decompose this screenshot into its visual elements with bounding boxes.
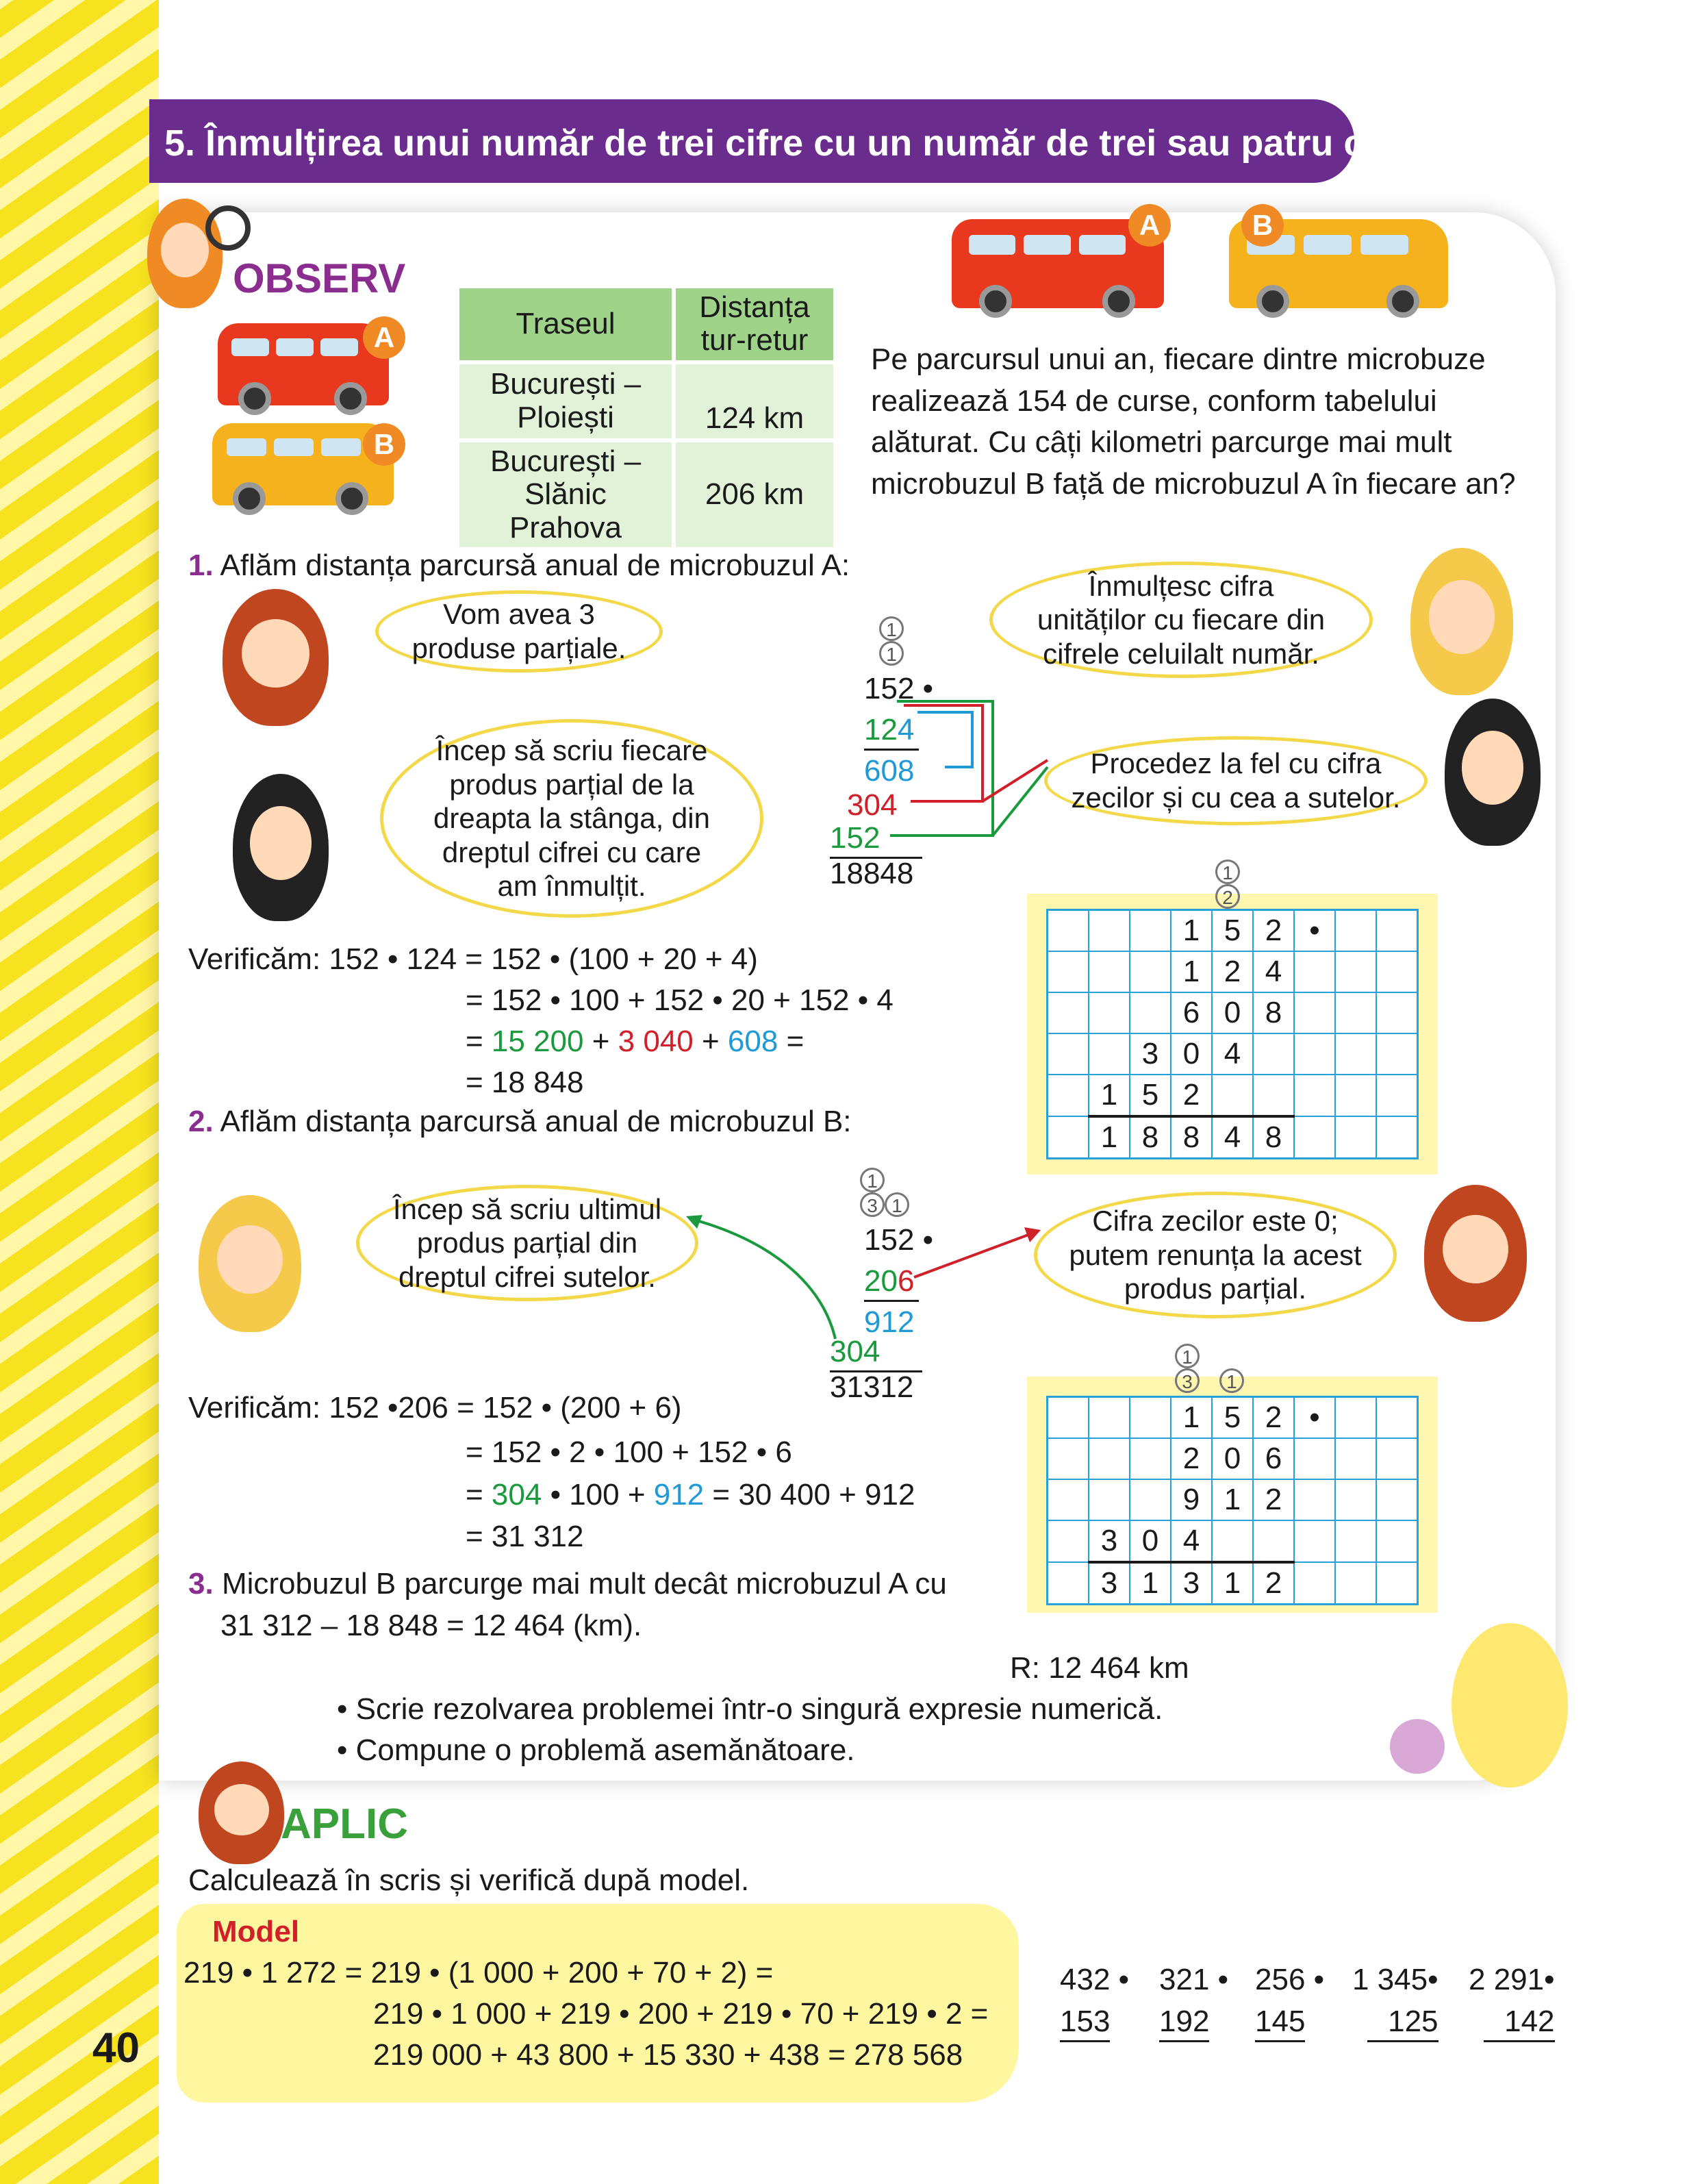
grid-cell [1376, 910, 1418, 952]
grid-cell [1048, 1397, 1089, 1439]
grid-cell: 5 [1212, 1397, 1253, 1439]
grid-cell [1212, 1075, 1253, 1116]
grid-cell [1089, 992, 1130, 1033]
verify2-line1: Verificăm: 152 •206 = 152 • (200 + 6) [188, 1391, 682, 1424]
grid-cell [1335, 1116, 1376, 1159]
table-cell-route-1: București – Ploiești [459, 364, 672, 438]
grid-cell [1048, 1520, 1089, 1562]
grid-cell [1294, 951, 1335, 992]
grid-cell [1048, 1116, 1089, 1159]
grid-cell [1335, 1562, 1376, 1605]
mult1-factor-a: 152 • [864, 672, 934, 705]
grid-cell: 2 [1212, 951, 1253, 992]
model-label: Model [212, 1915, 300, 1948]
grid2-carry: 1 3 1 [1175, 1344, 1244, 1393]
grid-cell [1253, 1033, 1294, 1075]
van-a-tag-right: A [1128, 204, 1171, 247]
mult1-result: 18848 [830, 857, 914, 890]
grid-cell: 4 [1171, 1520, 1212, 1562]
grid-cell: 4 [1212, 1033, 1253, 1075]
grid-cell: 4 [1212, 1116, 1253, 1159]
table-cell-route-2: București – Slănic Prahova [459, 442, 672, 547]
grid-cell [1130, 1397, 1171, 1439]
mult1-partial-3: 152 [830, 820, 922, 859]
grid-cell: 8 [1171, 1116, 1212, 1159]
speech-bubble-units-digit: Înmulțesc cifra unităților cu fiecare din cifrele celuilalt număr. [989, 562, 1373, 678]
grid-cell: 8 [1130, 1116, 1171, 1159]
grid-cell: 0 [1212, 992, 1253, 1033]
grid-cell: 1 [1089, 1116, 1130, 1159]
grid-row [1048, 1075, 1418, 1116]
step3-line1: 3. Microbuzul B parcurge mai mult decât microbuzul A cu [188, 1567, 947, 1601]
grid-cell [1376, 1438, 1418, 1479]
model-line3: 219 000 + 43 800 + 15 330 + 438 = 278 568 [373, 2038, 963, 2072]
grid-cell [1294, 1438, 1335, 1479]
speech-bubble-three-products: Vom avea 3 produse parțiale. [375, 590, 663, 673]
grid1-multiplication [1046, 909, 1419, 1159]
grid-cell: 6 [1171, 992, 1212, 1033]
grid-cell [1335, 992, 1376, 1033]
grid-cell [1335, 951, 1376, 992]
model-line1: 219 • 1 272 = 219 • (1 000 + 200 + 70 + 2) = [183, 1956, 774, 1990]
side-stripe [0, 0, 159, 2184]
grid-cell: 2 [1253, 1562, 1294, 1605]
grid-row [1048, 1438, 1418, 1479]
magnifier-icon [205, 205, 251, 251]
grid-cell [1294, 1562, 1335, 1605]
grid-cell: 0 [1130, 1520, 1171, 1562]
grid-cell [1376, 1033, 1418, 1075]
grid-cell: 2 [1253, 910, 1294, 952]
grid-cell [1335, 1397, 1376, 1439]
grid-row [1048, 1479, 1418, 1520]
step2-connector-arrows [678, 1205, 1048, 1349]
aplic-heading: APLIC [281, 1800, 408, 1848]
verify2-line4: = 31 312 [466, 1520, 584, 1553]
grid-cell: 2 [1253, 1479, 1294, 1520]
grid-cell: 5 [1130, 1075, 1171, 1116]
speech-bubble-write-products: Încep să scriu fiecare produs parțial de la dreapta la stânga, din dreptul cifrei cu care am înmulțit. [380, 719, 763, 918]
grid-cell [1048, 992, 1089, 1033]
table-header-route: Traseul [459, 288, 672, 360]
grid-cell [1048, 1033, 1089, 1075]
grid-cell [1376, 1397, 1418, 1439]
grid-cell [1089, 1438, 1130, 1479]
verify2-line2: = 152 • 2 • 100 + 152 • 6 [466, 1435, 792, 1469]
kid-girl-dark-hair-illustration [233, 774, 329, 921]
route-table [455, 284, 837, 551]
step3-line2: 31 312 – 18 848 = 12 464 (km). [220, 1609, 642, 1642]
verify1-line2: = 152 • 100 + 152 • 20 + 152 • 4 [466, 983, 894, 1017]
decor-circle-purple [1390, 1719, 1445, 1774]
grid-cell: 1 [1171, 951, 1212, 992]
aplic-instruction: Calculează în scris și verifică după model. [188, 1863, 750, 1897]
kid-girl-blonde-illustration-2 [199, 1195, 301, 1332]
grid-cell [1376, 1479, 1418, 1520]
exercise-4: 2 291• 142 [1469, 1962, 1555, 2042]
verify1-line3: = 15 200 + 3 040 + 608 = [466, 1025, 804, 1058]
grid-row [1048, 1520, 1418, 1562]
verify2-line3: = 304 • 100 + 912 = 30 400 + 912 [466, 1478, 915, 1511]
grid-row [1048, 1033, 1418, 1075]
grid-cell [1294, 1033, 1335, 1075]
grid-cell [1089, 1033, 1130, 1075]
grid-cell [1212, 1520, 1253, 1562]
kid-girl-blonde-illustration [1410, 548, 1513, 695]
mult2-factor-b: 206 [864, 1264, 919, 1302]
speech-bubble-tens-hundreds: Procedez la fel cu cifra zecilor și cu cea a sutelor. [1044, 736, 1428, 825]
grid-cell: 2 [1171, 1075, 1212, 1116]
kid-boy-glasses-illustration-2 [1424, 1185, 1527, 1322]
grid-row [1048, 951, 1418, 992]
mult1-partial-2: 304 [847, 788, 898, 822]
grid-cell [1089, 1397, 1130, 1439]
grid-cell: 8 [1253, 992, 1294, 1033]
grid-cell [1376, 992, 1418, 1033]
grid-cell: 1 [1089, 1075, 1130, 1116]
grid-cell: 4 [1253, 951, 1294, 992]
grid-cell: • [1294, 1397, 1335, 1439]
speech-bubble-zero-tens: Cifra zecilor este 0; putem renunța la acest produs parțial. [1034, 1192, 1397, 1318]
table-header-distance: Distanța tur-retur [676, 288, 833, 360]
grid-cell [1048, 1438, 1089, 1479]
mult2-partial-1: 912 [864, 1305, 915, 1339]
van-b-tag: B [363, 423, 405, 466]
mult1-factor-b: 124 [864, 712, 919, 751]
grid2-multiplication [1046, 1396, 1419, 1605]
grid-cell: 1 [1171, 1397, 1212, 1439]
bullet-single-expression: • Scrie rezolvarea problemei într-o singură expresie numerică. [337, 1692, 1163, 1726]
bullet-compose-problem: • Compune o problemă asemănătoare. [337, 1733, 855, 1767]
grid-cell [1130, 992, 1171, 1033]
mult2-factor-a: 152 • [864, 1223, 934, 1257]
grid-cell [1089, 1479, 1130, 1520]
grid-cell [1294, 1520, 1335, 1562]
van-a-tag: A [363, 316, 405, 359]
grid-row [1048, 910, 1418, 952]
exercise-3: 1 345• 125 [1352, 1962, 1439, 2042]
page-number: 40 [92, 2024, 140, 2072]
carry-digits-2: 1 3 1 [860, 1168, 909, 1217]
decor-circle-yellow [1452, 1623, 1568, 1787]
grid-cell: 1 [1212, 1479, 1253, 1520]
grid-cell [1048, 951, 1089, 992]
grid-cell [1335, 1520, 1376, 1562]
answer: R: 12 464 km [1010, 1651, 1189, 1685]
grid-cell [1294, 1075, 1335, 1116]
grid-cell [1335, 910, 1376, 952]
mult2-partial-2: 304 [830, 1334, 922, 1372]
grid-cell [1253, 1075, 1294, 1116]
grid-cell [1130, 1479, 1171, 1520]
mult2-result: 31312 [830, 1370, 914, 1404]
grid-cell [1130, 1438, 1171, 1479]
grid-cell [1253, 1520, 1294, 1562]
grid-cell [1335, 1438, 1376, 1479]
grid-cell [1335, 1075, 1376, 1116]
model-line2: 219 • 1 000 + 219 • 200 + 219 • 70 + 219 • 2 = [373, 1997, 989, 2031]
grid-cell [1376, 1075, 1418, 1116]
observ-heading: OBSERV [233, 255, 406, 301]
mult1-partial-1: 608 [864, 754, 915, 788]
grid-cell: 0 [1171, 1033, 1212, 1075]
step1-heading: 1. Aflăm distanța parcursă anual de microbuzul A: [188, 549, 850, 582]
grid-cell: 3 [1171, 1562, 1212, 1605]
grid-cell [1335, 1479, 1376, 1520]
grid-cell [1294, 1479, 1335, 1520]
grid-row [1048, 1562, 1418, 1605]
grid-cell [1376, 951, 1418, 992]
grid-cell [1130, 910, 1171, 952]
grid-cell: • [1294, 910, 1335, 952]
grid1-carry: 1 2 [1215, 859, 1240, 909]
grid-cell [1294, 992, 1335, 1033]
grid-cell: 2 [1253, 1397, 1294, 1439]
verify1-line4: = 18 848 [466, 1066, 584, 1099]
verify1-line1: Verificăm: 152 • 124 = 152 • (100 + 20 + 4) [188, 942, 758, 976]
problem-statement: Pe parcursul unui an, fiecare dintre microbuze realizează 154 de curse, conform tabelului alăturat. Cu câți kilometri parcurge mai mult microbuzul B față de microbuzul A în fiecare an? [871, 342, 1516, 501]
grid-cell: 3 [1089, 1520, 1130, 1562]
grid-cell: 0 [1212, 1438, 1253, 1479]
kid-boy-dark-hair-illustration [1445, 699, 1541, 846]
grid-cell [1130, 951, 1171, 992]
kid-aplic-illustration [199, 1761, 284, 1864]
table-cell-distance-1: 124 km [676, 364, 833, 438]
grid-cell [1089, 951, 1130, 992]
grid-cell [1048, 1479, 1089, 1520]
grid-cell [1048, 910, 1089, 952]
grid-row [1048, 1397, 1418, 1439]
grid-cell [1335, 1033, 1376, 1075]
grid-cell: 1 [1171, 910, 1212, 952]
table-cell-distance-2: 206 km [676, 442, 833, 547]
grid-cell [1376, 1520, 1418, 1562]
grid-cell [1376, 1562, 1418, 1605]
carry-digits-1: 1 1 [879, 616, 904, 666]
grid-cell: 5 [1212, 910, 1253, 952]
exercise-0: 432 • 153 [1060, 1962, 1129, 2042]
grid-cell: 6 [1253, 1438, 1294, 1479]
grid-cell [1048, 1075, 1089, 1116]
grid-cell [1048, 1562, 1089, 1605]
kid-boy-glasses-illustration [223, 589, 329, 726]
grid-cell [1376, 1116, 1418, 1159]
grid-cell [1089, 910, 1130, 952]
exercise-2: 256 • 145 [1255, 1962, 1324, 2042]
grid-cell: 1 [1130, 1562, 1171, 1605]
grid-cell: 3 [1130, 1033, 1171, 1075]
grid-cell: 8 [1253, 1116, 1294, 1159]
grid-cell: 3 [1089, 1562, 1130, 1605]
grid-cell: 2 [1171, 1438, 1212, 1479]
step1-connector-lines [890, 692, 1068, 849]
grid-row [1048, 1116, 1418, 1159]
speech-bubble-last-product: Încep să scriu ultimul produs parțial din dreptul cifrei sutelor. [356, 1185, 698, 1301]
grid-cell: 1 [1212, 1562, 1253, 1605]
grid-cell: 9 [1171, 1479, 1212, 1520]
grid-cell [1294, 1116, 1335, 1159]
grid-row [1048, 992, 1418, 1033]
van-b-tag-right: B [1241, 204, 1284, 247]
step2-heading: 2. Aflăm distanța parcursă anual de microbuzul B: [188, 1105, 852, 1138]
exercise-1: 321 • 192 [1159, 1962, 1228, 2042]
page-title: 5. Înmulțirea unui număr de trei cifre cu un număr de trei sau patru cifre [164, 123, 1422, 164]
